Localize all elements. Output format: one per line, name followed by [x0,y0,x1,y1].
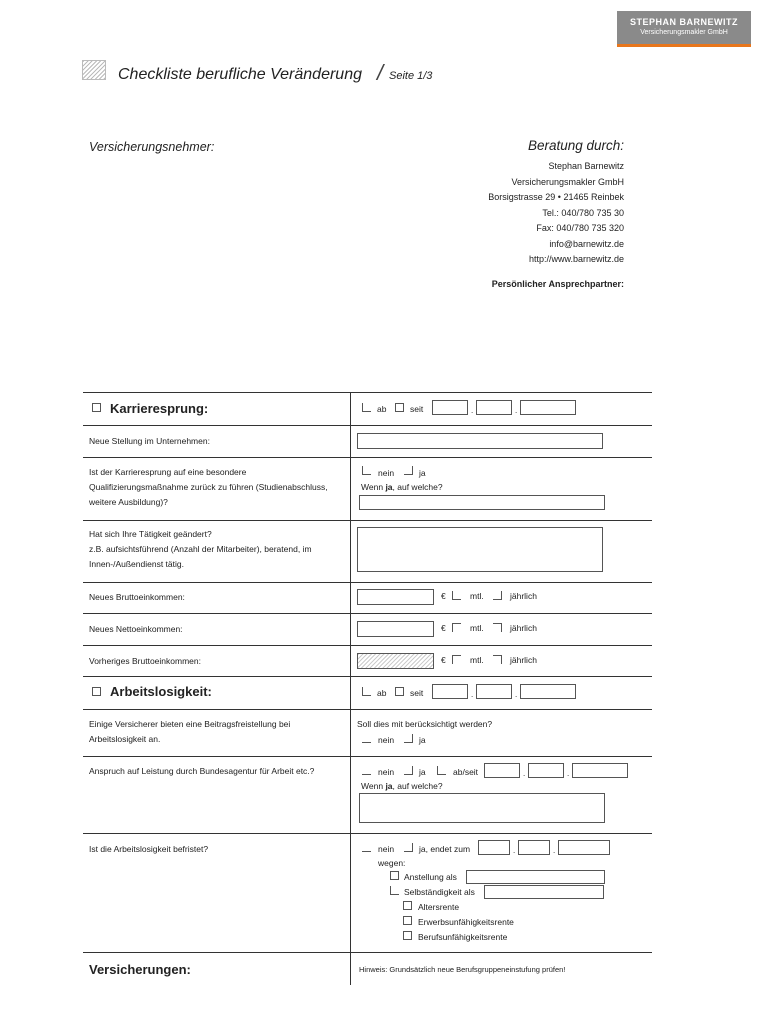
disability-option-label: Berufsunfähigkeitsrente [418,932,508,942]
employment-input[interactable] [466,870,605,884]
row-divider [83,613,652,614]
contact-block [488,159,624,268]
title-decoration-icon [82,60,106,80]
consider-ja-label: ja [419,735,426,745]
activity-question-line: z.B. aufsichtsführend (Anzahl der Mitarbeiter), beratend, im [89,544,312,554]
net-new-yearly-checkbox[interactable] [493,623,502,632]
limited-ends-label: ja, endet zum [419,844,471,854]
activity-question-line: Hat sich Ihre Tätigkeit geändert? [89,529,212,539]
career-ab-label: ab [377,404,387,414]
claim-day-input[interactable] [484,763,520,778]
row-divider [83,709,652,710]
claim-abseit-checkbox[interactable] [437,766,446,775]
row-divider [83,457,652,458]
career-month-input[interactable] [476,400,512,415]
career-day-input[interactable] [432,400,468,415]
gross-new-yearly-checkbox[interactable] [493,591,502,600]
row-divider [83,756,652,757]
claim-ja-label: ja [419,767,426,777]
pension-option-checkbox[interactable] [403,901,412,910]
row-divider [83,520,652,521]
self-employment-input[interactable] [484,885,604,899]
insured-label: Versicherungsnehmer: [89,140,215,154]
career-checkbox[interactable] [92,403,101,412]
activity-input[interactable] [357,527,603,572]
limited-day-input[interactable] [478,840,510,855]
self-employment-label: Selbständigkeit als [404,887,475,897]
unemployment-year-input[interactable] [520,684,576,699]
company-logo [617,11,751,44]
unemployment-day-input[interactable] [432,684,468,699]
consider-nein-checkbox[interactable] [362,734,371,743]
row-divider [83,392,652,393]
limited-question: Ist die Arbeitslosigkeit befristet? [89,844,209,854]
training-which-label: Wenn ja, auf welche? [361,482,443,492]
self-employment-checkbox[interactable] [390,886,399,895]
because-label: wegen: [378,858,406,868]
unemployment-section-title: Arbeitslosigkeit: [110,684,212,699]
date-dot: . [567,769,570,778]
training-question-line: weitere Ausbildung)? [89,497,168,507]
claim-year-input[interactable] [572,763,628,778]
exemption-question-line: Einige Versicherer bieten eine Beitragsfreistellung bei [89,719,291,729]
career-seit-label: seit [410,404,424,414]
consider-question: Soll dies mit berücksichtigt werden? [357,719,493,729]
claim-nein-checkbox[interactable] [362,766,371,775]
claim-question: Anspruch auf Leistung durch Bundesagentur für Arbeit etc.? [89,766,315,776]
logo-name: STEPHAN BARNEWITZ [630,17,738,27]
contact-person-label: Persönlicher Ansprechpartner: [491,279,624,289]
unemployment-seit-checkbox[interactable] [395,687,404,696]
contact-line: Fax: 040/780 735 320 [536,223,624,233]
net-new-monthly-checkbox[interactable] [452,623,461,632]
gross-new-label: Neues Bruttoeinkommen: [89,592,185,602]
monthly-label: mtl. [470,655,484,665]
date-dot: . [553,846,556,855]
monthly-label: mtl. [470,623,484,633]
gross-prev-monthly-checkbox[interactable] [452,655,461,664]
column-divider [350,392,351,985]
contact-line: Borsigstrasse 29 • 21465 Reinbek [488,192,624,202]
contact-line: Versicherungsmakler GmbH [511,176,624,187]
limited-month-input[interactable] [518,840,550,855]
training-question [89,465,328,510]
career-year-input[interactable] [520,400,576,415]
new-position-input[interactable] [357,433,603,449]
date-dot: . [515,690,518,699]
row-divider [83,676,652,677]
date-dot: . [471,406,474,415]
advice-label: Beratung durch: [527,138,624,153]
date-dot: . [471,690,474,699]
training-ja-label: ja [419,468,426,478]
date-dot: . [513,846,516,855]
contact-line: Tel.: 040/780 735 30 [542,207,624,218]
date-dot: . [515,406,518,415]
gross-prev-label: Vorheriges Bruttoeinkommen: [89,656,201,666]
consider-ja-checkbox[interactable] [404,734,413,743]
monthly-label: mtl. [470,591,484,601]
employment-checkbox[interactable] [390,871,399,880]
activity-question-line: Innen-/Außendienst tätig. [89,559,184,569]
limited-ja-checkbox[interactable] [404,843,413,852]
logo-subtitle: Versicherungsmakler GmbH [640,29,728,36]
limited-nein-label: nein [378,844,395,854]
row-divider [83,425,652,426]
unemployment-ab-checkbox[interactable] [362,687,371,696]
training-ja-checkbox[interactable] [404,466,413,475]
euro-label: € [441,623,446,633]
claim-nein-label: nein [378,767,395,777]
gross-prev-yearly-checkbox[interactable] [493,655,502,664]
row-divider [83,952,652,953]
row-divider [83,582,652,583]
training-nein-checkbox[interactable] [362,466,371,475]
training-which-input[interactable] [359,495,605,510]
page-number: Seite 1/3 [389,70,433,82]
insurances-note: Hinweis: Grundsätzlich neue Berufsgruppeneinstufung prüfen! [359,965,566,974]
claim-month-input[interactable] [528,763,564,778]
euro-label: € [441,591,446,601]
logo-accent-bar [617,44,751,47]
limited-nein-checkbox[interactable] [362,843,371,852]
training-question-line: Ist der Karrieresprung auf eine besondere [89,467,247,477]
row-divider [83,645,652,646]
training-question-line: Qualifizierungsmaßnahme zurück zu führen (Studienabschluss, [89,482,328,492]
yearly-label: jährlich [510,655,537,665]
exemption-question-line: Arbeitslosigkeit an. [89,734,161,744]
euro-label: € [441,655,446,665]
claim-abseit-label: ab/seit [453,767,479,777]
disability-option-checkbox[interactable] [403,931,412,940]
pension-option-label: Altersrente [418,902,460,912]
unemployment-ab-label: ab [377,688,387,698]
incapacity-option-checkbox[interactable] [403,916,412,925]
gross-new-input[interactable] [357,589,434,605]
gross-prev-input[interactable] [357,653,434,669]
activity-question [89,527,312,572]
yearly-label: jährlich [510,591,537,601]
net-new-input[interactable] [357,621,434,637]
contact-line: http://www.barnewitz.de [528,254,624,264]
claim-which-label: Wenn ja, auf welche? [361,781,443,791]
contact-line: Stephan Barnewitz [548,161,624,171]
incapacity-option-label: Erwerbsunfähigkeitsrente [418,917,514,927]
gross-new-monthly-checkbox[interactable] [452,591,461,600]
insurances-section-title: Versicherungen: [89,962,191,977]
unemployment-month-input[interactable] [476,684,512,699]
exemption-question [89,717,290,747]
page-title: Checkliste berufliche Veränderung [118,66,362,83]
yearly-label: jährlich [510,623,537,633]
training-nein-label: nein [378,468,395,478]
career-ab-checkbox[interactable] [362,403,371,412]
claim-ja-checkbox[interactable] [404,766,413,775]
net-new-label: Neues Nettoeinkommen: [89,624,183,634]
career-seit-checkbox[interactable] [395,403,404,412]
row-divider [83,833,652,834]
contact-line: info@barnewitz.de [549,238,624,249]
date-dot: . [523,769,526,778]
limited-year-input[interactable] [558,840,610,855]
career-section-title: Karrieresprung: [110,401,209,416]
new-position-label: Neue Stellung im Unternehmen: [89,436,210,446]
consider-nein-label: nein [378,735,395,745]
unemployment-checkbox[interactable] [92,687,101,696]
unemployment-seit-label: seit [410,688,424,698]
claim-which-input[interactable] [359,793,605,823]
title-separator: / [377,60,384,85]
employment-label: Anstellung als [404,872,457,882]
